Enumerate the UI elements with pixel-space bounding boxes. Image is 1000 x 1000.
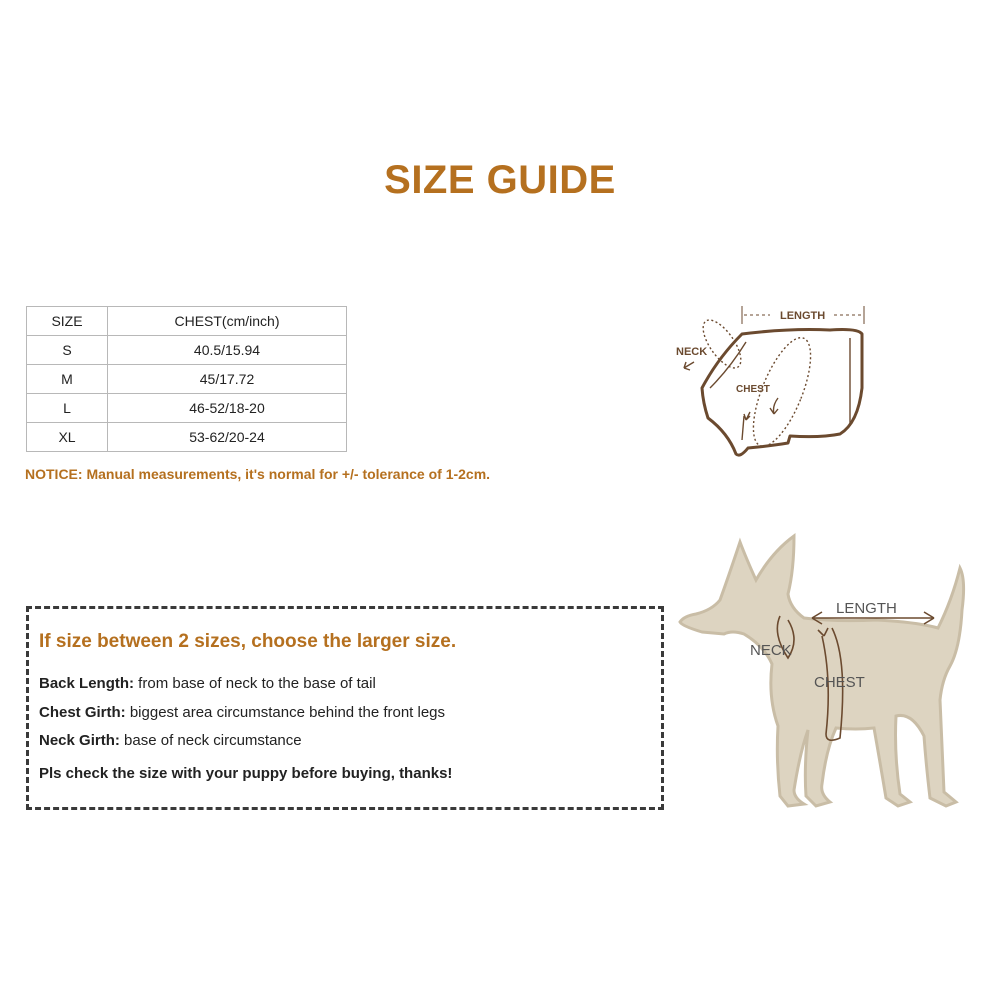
neck-measure-loop [696,314,748,374]
garment-chest-label: CHEST [736,384,770,395]
size-cell: S [27,336,108,365]
size-cell: XL [27,423,108,452]
chest-girth-text: biggest area circumstance behind the front legs [125,704,446,721]
chest-girth-label: Chest Girth: [39,704,126,721]
dog-length-label: LENGTH [836,600,897,617]
garment-diagram [670,298,880,468]
table-header-row [27,307,347,336]
chest-cell: 45/17.72 [108,365,347,394]
sizing-tips-box [26,606,664,810]
dog-silhouette [680,536,964,806]
size-table [26,306,347,452]
neck-girth-line [39,732,302,749]
chest-cell: 46-52/18-20 [108,394,347,423]
column-header-size: SIZE [27,307,108,336]
table-row [27,394,347,423]
garment-neck-label: NECK [676,346,708,358]
chest-arrow-icon [744,398,778,420]
size-cell: M [27,365,108,394]
table-row [27,365,347,394]
chest-cell: 40.5/15.94 [108,336,347,365]
back-length-text: from base of neck to the base of tail [134,675,376,692]
size-cell: L [27,394,108,423]
neck-girth-label: Neck Girth: [39,732,120,749]
dog-chest-label: CHEST [814,674,865,691]
back-length-line [39,675,376,692]
dog-neck-label: NECK [750,642,792,659]
garment-length-label: LENGTH [780,310,826,322]
chest-cell: 53-62/20-24 [108,423,347,452]
chest-girth-line [39,704,445,721]
back-length-label: Back Length: [39,675,135,692]
final-advice: Pls check the size with your puppy before buying, thanks! [39,765,453,782]
table-row [27,423,347,452]
dog-diagram [676,530,976,820]
notice-text: NOTICE: Manual measurements, it's normal for +/- tolerance of 1-2cm. [25,466,491,482]
tips-heading: If size between 2 sizes, choose the larger size. [39,631,457,652]
neck-girth-text: base of neck circumstance [119,732,302,749]
neck-arrow-icon [684,362,694,370]
page-title: SIZE GUIDE [384,158,616,202]
column-header-chest: CHEST(cm/inch) [108,307,347,336]
table-row [27,336,347,365]
garment-outline [702,330,862,456]
